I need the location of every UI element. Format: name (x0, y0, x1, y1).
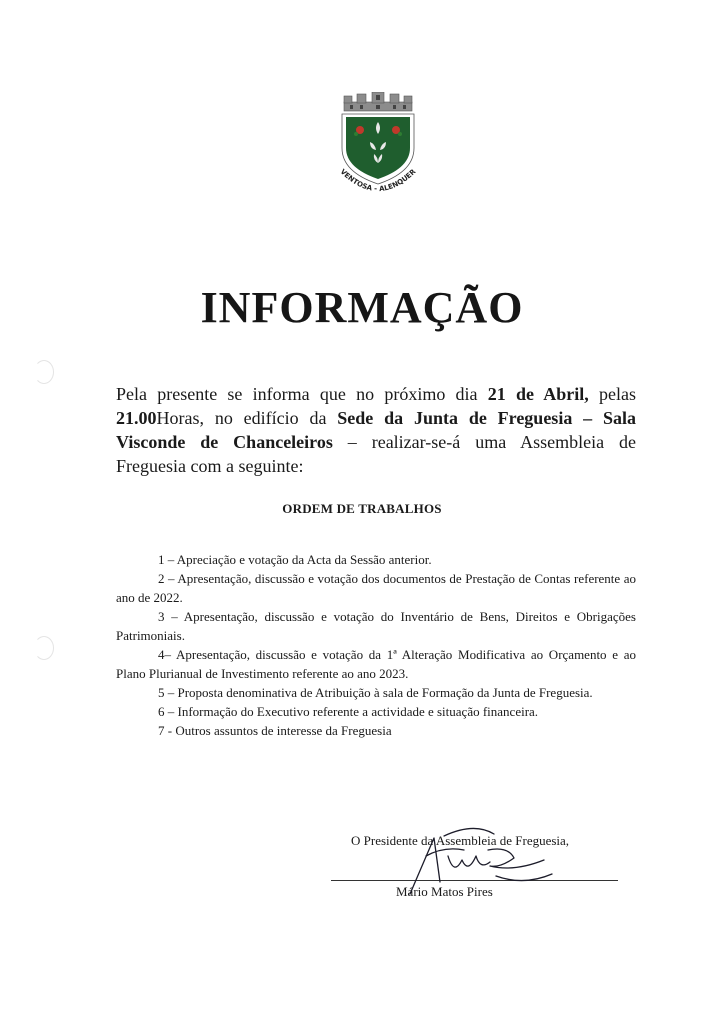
agenda-item: 5 – Proposta denominativa de Atribuição à sala de Formação da Junta de Freguesia. (158, 685, 593, 700)
punch-hole-mark (34, 636, 54, 660)
agenda-heading: ORDEM DE TRABALHOS (282, 501, 442, 516)
meeting-date: 21 de Abril, (487, 384, 589, 404)
handwritten-signature (404, 816, 564, 902)
agenda-item: 4– Apresentação, discussão e votação da 1ª Alteração Modificativa ao Orçamento e ao Plano Plurianual de Investimento referente ao ano 2023. (116, 647, 636, 681)
agenda-item: 7 - Outros assuntos de interesse da Freguesia (158, 723, 392, 738)
page-title: INFORMAÇÃO (200, 283, 524, 332)
agenda-item: 6 – Informação do Executivo referente a actividade e situação financeira. (158, 704, 539, 719)
punch-hole-mark (34, 360, 54, 384)
meeting-place: Sede da Junta de Freguesia – Sala Visconde de Chanceleiros (116, 408, 636, 452)
intro-paragraph: Pela presente se informa que no próximo dia 21 de Abril, pelas 21.00Horas, no edifício da Sede da Junta de Freguesia – Sala Visconde de Chanceleiros – realizar-se-á uma Assembleia de Freguesia com a seguinte: (116, 384, 637, 476)
agenda-item: 3 – Apresentação, discussão e votação do Inventário de Bens, Direitos e Obrigações Patrimoniais. (116, 609, 636, 643)
meeting-time: 21.00 (116, 408, 157, 428)
coat-of-arms-logo (330, 92, 426, 204)
agenda-item: 2 – Apresentação, discussão e votação dos documentos de Prestação de Contas referente ao ano de 2022. (116, 571, 636, 605)
crest-motto: VENTOSA - ALENQUER (338, 167, 418, 194)
agenda-list (116, 550, 636, 740)
signatory-name: Mário Matos Pires (396, 884, 493, 899)
agenda-item: 1 – Apreciação e votação da Acta da Sessão anterior. (158, 552, 432, 567)
signatory-role: O Presidente da Assembleia de Freguesia, (351, 833, 570, 848)
